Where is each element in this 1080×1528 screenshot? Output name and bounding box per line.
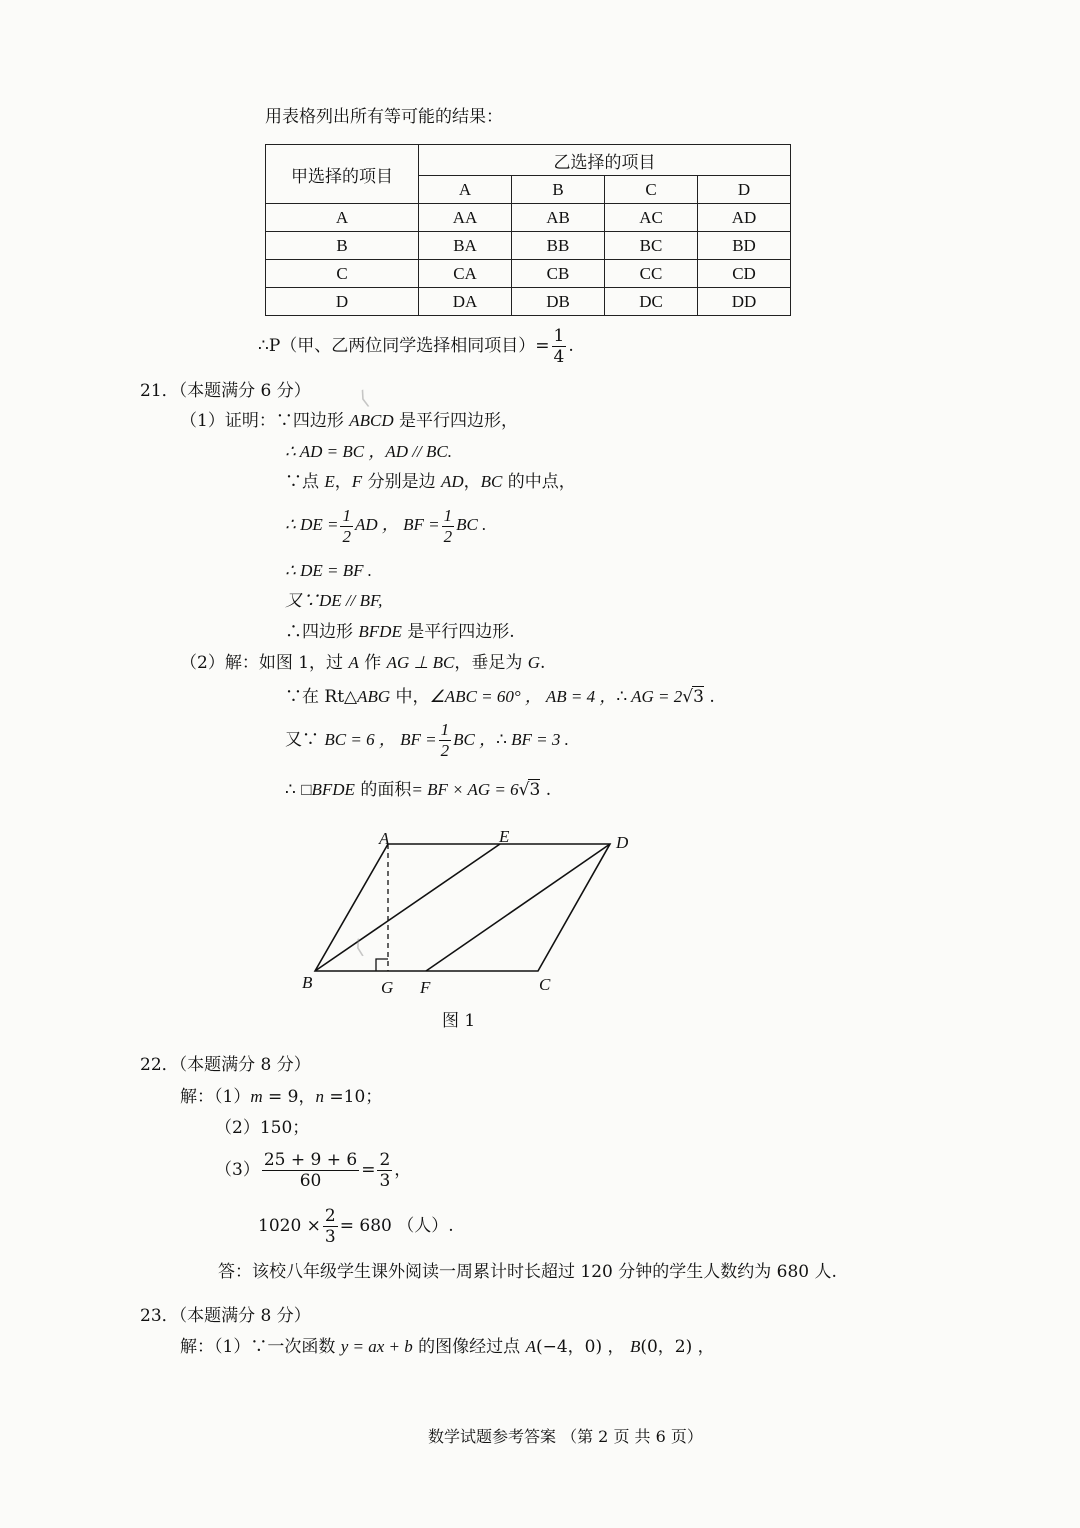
q22-title: 22．（本题满分 8 分） — [140, 1055, 311, 1075]
table-cell: AD — [698, 204, 791, 232]
label-c: C — [539, 975, 551, 994]
row-label: B — [266, 232, 419, 260]
table-cell: CB — [512, 260, 605, 288]
q21-line: ∵在 Rt△ABG 中，∠ABC = 60° ， AB = 4 ，∴ AG = 2√3 . — [285, 687, 715, 707]
pencil-mark: ⟨ — [352, 934, 366, 960]
table-cell: AB — [512, 204, 605, 232]
pencil-mark: ⟨ — [356, 385, 372, 411]
col-header: C — [605, 176, 698, 204]
q21-line: ∵点 E，F 分别是边 AD，BC 的中点， — [285, 472, 576, 492]
table-cell: CC — [605, 260, 698, 288]
col-group-header: 乙选择的项目 — [419, 145, 791, 176]
segment-fd — [426, 844, 610, 971]
label-e: E — [499, 827, 510, 846]
row-label: C — [266, 260, 419, 288]
page-footer: 数学试题参考答案 （第 2 页 共 6 页） — [428, 1427, 703, 1446]
table-cell: BD — [698, 232, 791, 260]
table-cell: AC — [605, 204, 698, 232]
row-label: A — [266, 204, 419, 232]
q21-title: 21．（本题满分 6 分） — [140, 381, 311, 401]
label-f: F — [420, 978, 431, 997]
q23-line: 解：（1）∵一次函数 y = ax + b 的图像经过点 A(−4，0) ， B(0，2) ， — [180, 1337, 715, 1357]
table-row — [266, 232, 791, 260]
label-a: A — [379, 829, 390, 848]
segment-be — [315, 844, 500, 971]
q22-answer: 答：该校八年级学生课外阅读一周累计时长超过 120 分钟的学生人数约为 680 人. — [218, 1262, 837, 1282]
table-cell: BA — [419, 232, 512, 260]
q21-line: ∴ DE = $\frac{1}{2}$ AD ， BF = $\frac{1}{2}$ BC . — [285, 505, 487, 546]
col-header: D — [698, 176, 791, 204]
parallelogram-figure — [290, 820, 650, 1005]
q22-line: 解：（1）m = 9，n =10； — [180, 1087, 383, 1107]
row-header: 甲选择的项目 — [266, 145, 419, 204]
table-cell: BB — [512, 232, 605, 260]
label-d: D — [616, 833, 629, 852]
table-row — [266, 288, 791, 316]
outcome-table — [265, 144, 791, 316]
table-cell: BC — [605, 232, 698, 260]
row-label: D — [266, 288, 419, 316]
probability-conclusion: ∴P（甲、乙两位同学选择相同项目）= $\frac{1}{4}$ . — [258, 326, 574, 367]
table-cell: DB — [512, 288, 605, 316]
q22-line: （2）150； — [215, 1118, 310, 1138]
q22-line: （3） $\frac{25 + 9 + 6}{60}$ = $\frac{2}{3}$ ， — [215, 1150, 412, 1191]
table-row — [266, 260, 791, 288]
table-cell: DD — [698, 288, 791, 316]
q21-line: ∴ □BFDE 的面积= BF × AG = 6√3 . — [285, 780, 552, 800]
label-g: G — [381, 978, 394, 997]
table-cell: CD — [698, 260, 791, 288]
table-row — [266, 204, 791, 232]
q22-line: 1020 × $\frac{2}{3}$ = 680 （人）. — [258, 1206, 454, 1247]
q21-line: ∴ AD = BC ，AD // BC. — [285, 442, 452, 461]
q21-line: 又∵DE // BF, — [285, 591, 383, 610]
q21-line: ∴四边形 BFDE 是平行四边形. — [285, 622, 515, 642]
label-b: B — [302, 973, 313, 992]
q21-line: ∴ DE = BF . — [285, 561, 372, 580]
q21-line: （1）证明：∵四边形 ABCD 是平行四边形， — [180, 411, 519, 431]
q21-line: 又∵ BC = 6 ， BF = $\frac{1}{2}$ BC ，∴ BF = 3 . — [285, 720, 569, 760]
q21-line: （2）解：如图 1，过 A 作 AG ⊥ BC，垂足为 G. — [180, 653, 546, 673]
right-angle-mark — [376, 959, 388, 971]
q23-title: 23．（本题满分 8 分） — [140, 1306, 311, 1326]
table-cell: AA — [419, 204, 512, 232]
table-cell: DC — [605, 288, 698, 316]
col-header: A — [419, 176, 512, 204]
table-cell: CA — [419, 260, 512, 288]
figure-caption: 图 1 — [442, 1011, 476, 1031]
col-header: B — [512, 176, 605, 204]
table-cell: DA — [419, 288, 512, 316]
table-intro: 用表格列出所有等可能的结果： — [265, 107, 503, 127]
